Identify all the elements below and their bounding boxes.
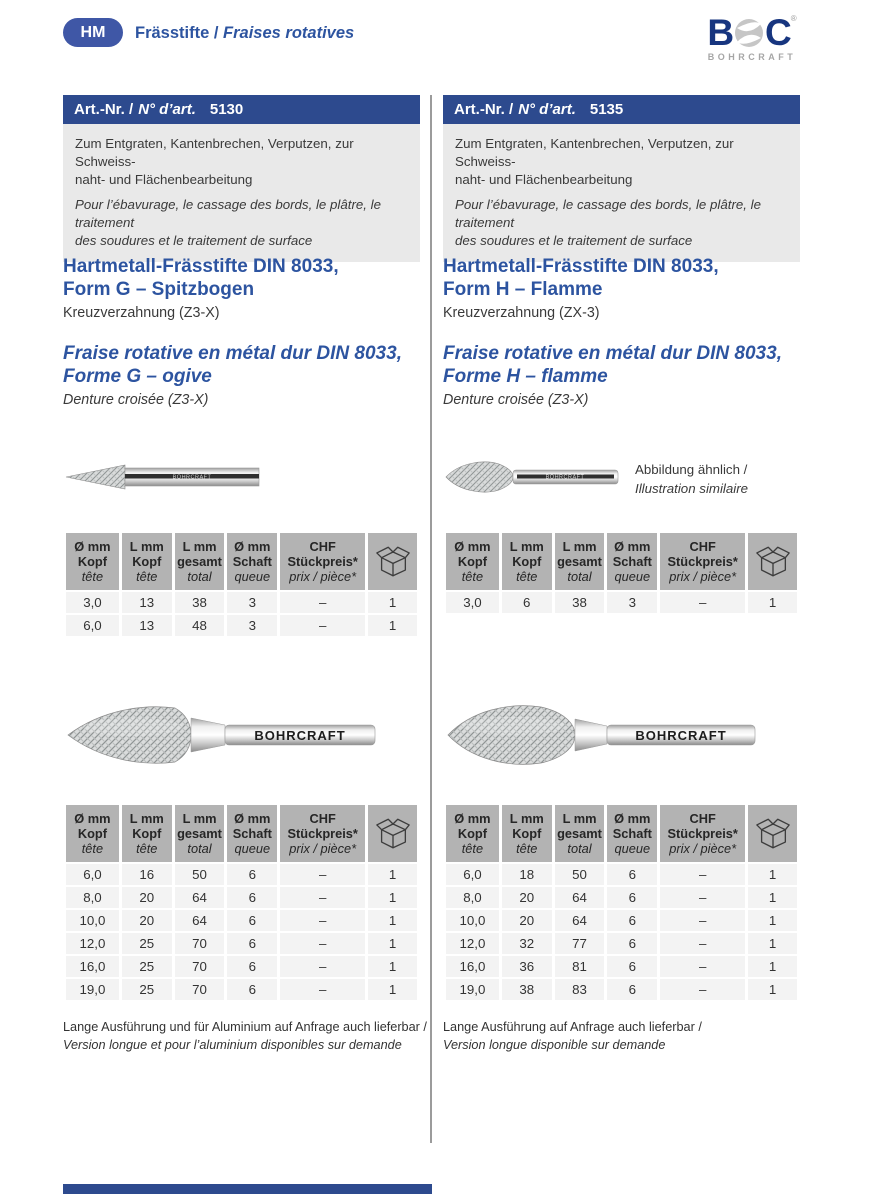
spec-table-large — [63, 803, 420, 1002]
burr-image-form-g-large — [63, 693, 420, 778]
product-title-de: Hartmetall-Frässtifte DIN 8033, Form H – Flamme Kreuzverzahnung (ZX-3) — [443, 255, 800, 321]
page-title-de: Frässtifte / — [135, 24, 219, 42]
table-cell: 1 — [748, 979, 797, 1000]
table-cell: – — [660, 887, 745, 908]
column-header: Ø mm Schaft queue — [607, 533, 657, 590]
column-header: Ø mm Schaft queue — [227, 533, 277, 590]
table-cell: 1 — [748, 956, 797, 977]
table-cell: 1 — [368, 887, 417, 908]
column-header: L mm gesamt total — [555, 805, 605, 862]
logo-wordmark: BOHRCRAFT — [707, 52, 797, 62]
column-header: L mm Kopf tête — [122, 533, 172, 590]
column-header: Ø mm Kopf tête — [446, 533, 499, 590]
table-cell: 12,0 — [446, 933, 499, 954]
column-header: L mm gesamt total — [175, 805, 225, 862]
packaging-unit-header — [748, 805, 797, 862]
table-cell: – — [660, 864, 745, 885]
table-cell: 16,0 — [66, 956, 119, 977]
availability-note: Lange Ausführung auf Anfrage auch lieferbar / Version longue disponible sur demande — [443, 1020, 702, 1052]
table-cell: 6,0 — [66, 615, 119, 636]
product-title-de: Hartmetall-Frässtifte DIN 8033, Form G – Spitzbogen Kreuzverzahnung (Z3-X) — [63, 255, 420, 321]
box-icon — [374, 817, 412, 850]
column-header: Ø mm Kopf tête — [66, 533, 119, 590]
table-cell: 81 — [555, 956, 605, 977]
shank-print: BOHRCRAFT — [635, 728, 727, 743]
column-divider — [430, 95, 432, 1143]
table-cell: – — [280, 864, 365, 885]
table-cell: 64 — [555, 910, 605, 931]
column-header: Ø mm Schaft queue — [227, 805, 277, 862]
table-row — [446, 979, 797, 1000]
table-cell: 20 — [502, 887, 552, 908]
table-row — [446, 956, 797, 977]
table-cell: 6 — [607, 864, 657, 885]
shank-print: BOHRCRAFT — [545, 474, 585, 481]
burr-image-form-h-small — [443, 455, 800, 515]
table-cell: 6 — [502, 592, 552, 613]
column-header: CHF Stückpreis* prix / pièce* — [280, 805, 365, 862]
table-cell: 20 — [122, 887, 172, 908]
table-cell: 3,0 — [446, 592, 499, 613]
box-icon — [374, 545, 412, 578]
table-cell: 6 — [607, 933, 657, 954]
burr-image-form-h-large — [443, 693, 800, 778]
table-cell: – — [280, 979, 365, 1000]
column-header: Ø mm Kopf tête — [66, 805, 119, 862]
table-cell: 18 — [502, 864, 552, 885]
table-cell: 1 — [748, 864, 797, 885]
art-label-de: Art.-Nr. / — [74, 101, 134, 118]
column-header: CHF Stückpreis* prix / pièce* — [660, 805, 745, 862]
table-cell: 25 — [122, 933, 172, 954]
table-cell: 6,0 — [66, 864, 119, 885]
table-row — [66, 592, 417, 613]
table-cell: 13 — [122, 592, 172, 613]
table-cell: 10,0 — [66, 910, 119, 931]
table-cell: 25 — [122, 956, 172, 977]
column-header: Ø mm Kopf tête — [446, 805, 499, 862]
column-header: L mm gesamt total — [555, 533, 605, 590]
table-cell: – — [280, 615, 365, 636]
table-cell: 38 — [175, 592, 225, 613]
table-cell: – — [660, 592, 745, 613]
page-title — [135, 24, 354, 43]
table-cell: – — [280, 592, 365, 613]
table-cell: – — [660, 933, 745, 954]
table-cell: 10,0 — [446, 910, 499, 931]
table-cell: – — [280, 887, 365, 908]
toothing-fr: Denture croisée (Z3-X) — [63, 392, 209, 408]
table-cell: 6 — [607, 910, 657, 931]
article-number-bar — [63, 95, 420, 124]
table-cell: 1 — [368, 864, 417, 885]
table-cell: 1 — [368, 933, 417, 954]
column-header: L mm Kopf tête — [122, 805, 172, 862]
table-cell: 25 — [122, 979, 172, 1000]
table-cell: – — [280, 956, 365, 977]
packaging-unit-header — [748, 533, 797, 590]
table-cell: 3 — [607, 592, 657, 613]
table-cell: 1 — [748, 592, 797, 613]
table-cell: 12,0 — [66, 933, 119, 954]
article-number: 5130 — [209, 101, 244, 118]
table-row — [66, 910, 417, 931]
table-cell: 13 — [122, 615, 172, 636]
article-number-bar — [443, 95, 800, 124]
table-cell: 6 — [227, 887, 277, 908]
table-row — [66, 864, 417, 885]
table-row — [66, 887, 417, 908]
table-cell: 20 — [502, 910, 552, 931]
spec-table-large — [443, 803, 800, 1002]
table-cell: 64 — [175, 910, 225, 931]
usage-fr: Pour l’ébavurage, le cassage des bords, le plâtre, le traitement des soudures et le traitement de surface — [455, 197, 762, 249]
table-row — [66, 956, 417, 977]
column-header: Ø mm Schaft queue — [607, 805, 657, 862]
table-cell: 6 — [227, 933, 277, 954]
table-row — [446, 933, 797, 954]
table-cell: 48 — [175, 615, 225, 636]
table-cell: 1 — [368, 910, 417, 931]
table-header-row — [66, 805, 417, 862]
table-row — [66, 979, 417, 1000]
table-cell: – — [660, 910, 745, 931]
table-cell: 6 — [607, 956, 657, 977]
table-cell: 50 — [555, 864, 605, 885]
table-cell: 6 — [227, 910, 277, 931]
table-cell: 32 — [502, 933, 552, 954]
art-label-fr: N° d’art. — [138, 101, 196, 118]
table-cell: 36 — [502, 956, 552, 977]
product-title-fr: Fraise rotative en métal dur DIN 8033, Forme H – flamme Denture croisée (Z3-X) — [443, 342, 800, 408]
box-icon — [754, 817, 792, 850]
usage-de: Zum Entgraten, Kantenbrechen, Verputzen, zur Schweiss- naht- und Flächenbearbeitung — [455, 136, 734, 188]
usage-de: Zum Entgraten, Kantenbrechen, Verputzen, zur Schweiss- naht- und Flächenbearbeitung — [75, 136, 354, 188]
table-cell: 6 — [607, 887, 657, 908]
table-cell: 64 — [555, 887, 605, 908]
table-cell: 1 — [748, 887, 797, 908]
column-header: CHF Stückpreis* prix / pièce* — [660, 533, 745, 590]
table-row — [446, 864, 797, 885]
packaging-unit-header — [368, 533, 417, 590]
column-header: L mm gesamt total — [175, 533, 225, 590]
table-cell: 16 — [122, 864, 172, 885]
shank-print: BOHRCRAFT — [172, 474, 212, 481]
article-number: 5135 — [589, 101, 624, 118]
table-cell: 8,0 — [446, 887, 499, 908]
table-cell: – — [280, 910, 365, 931]
table-cell: 83 — [555, 979, 605, 1000]
illustration-note: Abbildung ähnlich / Illustration similaire — [635, 462, 749, 496]
page-footer-bar — [63, 1184, 432, 1194]
table-row — [446, 887, 797, 908]
packaging-unit-header — [368, 805, 417, 862]
table-cell: 64 — [175, 887, 225, 908]
table-cell: 6 — [607, 979, 657, 1000]
table-header-row — [446, 805, 797, 862]
table-cell: 38 — [555, 592, 605, 613]
table-header-row — [446, 533, 797, 590]
usage-fr: Pour l’ébavurage, le cassage des bords, le plâtre, le traitement des soudures et le traitement de surface — [75, 197, 382, 249]
table-cell: 70 — [175, 979, 225, 1000]
shank-print: BOHRCRAFT — [254, 728, 346, 743]
table-cell: 1 — [748, 933, 797, 954]
table-cell: 19,0 — [66, 979, 119, 1000]
table-row — [446, 592, 797, 613]
table-cell: 77 — [555, 933, 605, 954]
toothing-de: Kreuzverzahnung (ZX-3) — [443, 305, 600, 321]
table-cell: 19,0 — [446, 979, 499, 1000]
table-cell: 6 — [227, 864, 277, 885]
spec-table-small — [443, 531, 800, 615]
table-cell: – — [280, 933, 365, 954]
table-cell: 6 — [227, 979, 277, 1000]
table-cell: 38 — [502, 979, 552, 1000]
table-cell: 6,0 — [446, 864, 499, 885]
table-cell: 70 — [175, 956, 225, 977]
usage-description-panel — [443, 124, 800, 262]
art-label-fr: N° d’art. — [518, 101, 576, 118]
column-header: CHF Stückpreis* prix / pièce* — [280, 533, 365, 590]
table-cell: 3 — [227, 592, 277, 613]
table-cell: 16,0 — [446, 956, 499, 977]
table-cell: 1 — [748, 910, 797, 931]
table-cell: 1 — [368, 956, 417, 977]
art-label-de: Art.-Nr. / — [454, 101, 514, 118]
table-row — [66, 933, 417, 954]
registered-mark: ® — [790, 14, 797, 23]
table-cell: 20 — [122, 910, 172, 931]
table-header-row — [66, 533, 417, 590]
table-cell: 1 — [368, 979, 417, 1000]
burr-image-form-g-small — [63, 455, 420, 515]
toothing-fr: Denture croisée (Z3-X) — [443, 392, 589, 408]
column-header: L mm Kopf tête — [502, 533, 552, 590]
table-row — [446, 910, 797, 931]
spec-table-small — [63, 531, 420, 638]
table-cell: 3,0 — [66, 592, 119, 613]
material-badge: HM — [63, 18, 123, 47]
table-cell: 3 — [227, 615, 277, 636]
table-cell: – — [660, 979, 745, 1000]
table-cell: 8,0 — [66, 887, 119, 908]
logo-letter-c: C — [765, 12, 791, 53]
availability-note: Lange Ausführung und für Aluminium auf Anfrage auch lieferbar / Version longue et pour l’aluminium disponibles sur demande — [63, 1020, 427, 1052]
table-cell: 1 — [368, 592, 417, 613]
toothing-de: Kreuzverzahnung (Z3-X) — [63, 305, 220, 321]
column-header: L mm Kopf tête — [502, 805, 552, 862]
table-cell: 6 — [227, 956, 277, 977]
usage-description-panel — [63, 124, 420, 262]
table-row — [66, 615, 417, 636]
table-cell: 50 — [175, 864, 225, 885]
box-icon — [754, 545, 792, 578]
bohrcraft-logo — [700, 14, 804, 62]
table-cell: 70 — [175, 933, 225, 954]
page-title-fr: Fraises rotatives — [223, 24, 355, 42]
table-cell: 1 — [368, 615, 417, 636]
logo-letter-b: B — [707, 12, 734, 53]
product-title-fr: Fraise rotative en métal dur DIN 8033, Forme G – ogive Denture croisée (Z3-X) — [63, 342, 420, 408]
table-cell: – — [660, 956, 745, 977]
logo-sphere-icon — [734, 18, 764, 48]
